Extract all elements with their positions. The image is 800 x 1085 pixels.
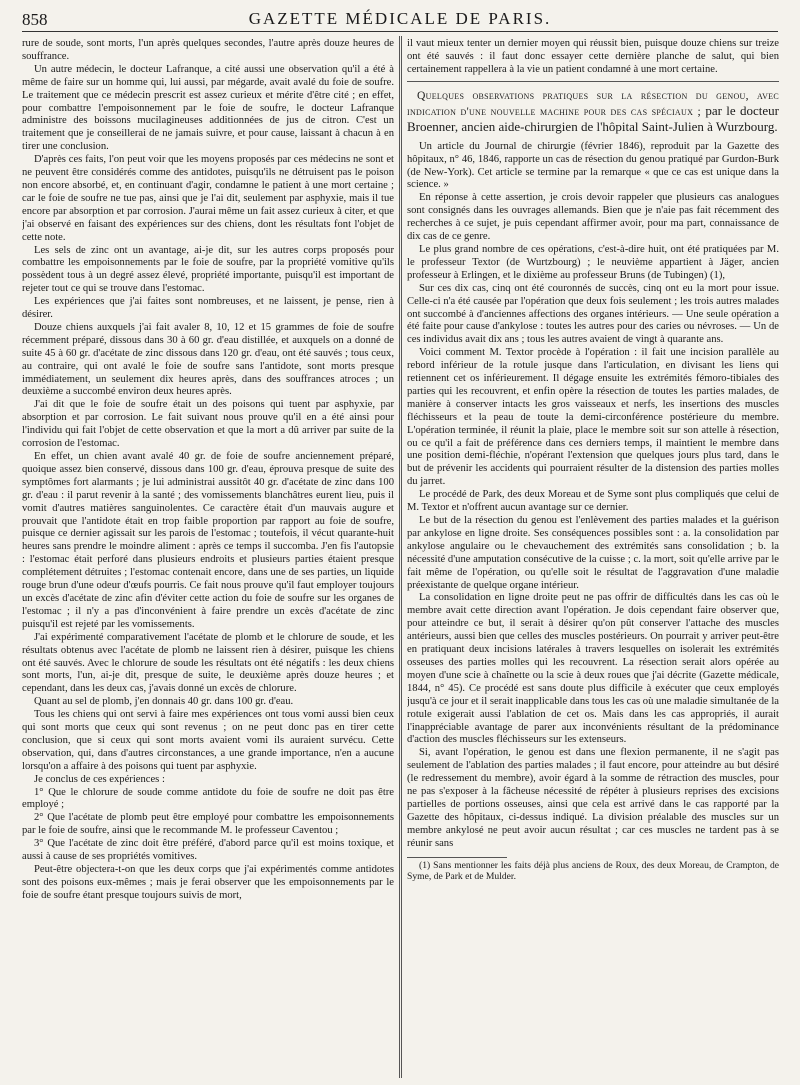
paragraph: Les expériences que j'ai faites sont nombreuses, et ne laissent, je pense, rien à désirer. [22,296,394,321]
paragraph: Quant au sel de plomb, j'en donnais 40 gr. dans 100 gr. d'eau. [34,696,294,708]
article-title-author: par le docteur Broenner, ancien aide-chirurgien de l'hôpital Saint-Julien à Wurzbourg. [407,102,779,134]
column-divider [399,36,402,1078]
paragraph: Je conclus de ces expériences : [34,773,165,785]
conclusion-item: 1° Que le chlorure de soude comme antidote du foie de soufre ne doit pas être employé ; [22,786,394,811]
paragraph: Tous les chiens qui ont servi à faire mes expériences ont tous vomi aussi bien ceux qui sont morts que ceux qui sont revenus ; on ne peut donc pas en tirer cette conclusion, que si ceux qui sont morts avaient vomi ils auraient survécu. Cette observation, qui, dans d'autres circonstances, a une grande importance, n'en a aucune lorsqu'on a affaire à des poisons qui tuent par asphyxie. [22,709,394,772]
header-rule [22,31,778,32]
right-column [407,38,779,1078]
paragraph: Sur ces dix cas, cinq ont été couronnés de succès, cinq ont eu la mort pour issue. Celle-ci n'a été causée par l'opération que deux fois seulement ; les trois autres malades ont succombé à d'anciennes affections des organes intérieurs. — Une seule opération a été faite pour cause d'ankylose : toutes les autres pour des caries ou névroses. — Un de ces individus avait dix ans ; tous les autres avaient de vingt à quarante ans. [407,282,779,346]
paragraph: J'ai expérimenté comparativement l'acétate de plomb et le chlorure de soude, et les résultats obtenus avec l'acétate de plomb ne laissent rien à désirer, puisque les chiens ont été sauvés. Avec le chlorure de soude les résultats ont été négatifs : les deux chiens sont morts, l'un, ai-je dit, presque de suite, le deuxième après douze heures ; et cependant, dans les deux cas, j'avais donné un excès de chlorure. [22,631,394,695]
continuation-paragraph: il vaut mieux tenter un dernier moyen qui réussit bien, puisque douze chiens sur treize ont été sauvés : il faut donc essayer cette dernière planche de salut, qui bien certainement rappellera à la vie un patient condamné à une mort certaine. [407,38,779,82]
paragraph: En effet, un chien avant avalé 40 gr. de foie de soufre anciennement préparé, quoique assez bien conservé, dissous dans 100 gr. d'eau, éprouva presque de suite des symptômes fort alarmants ; je lui administrai aussitôt 40 gr. d'acétate de zinc dans 100 gr. d'eau : il parut revenir à la santé ; des vomissements blanchâtres eurent lieu, puis il vomit d'autres matières sanguinolentes. Ce caractère était d'un mauvais augure et prouvait que l'antidote était en trop faible proportion par rapport au foie de soufre, puisque ce dernier agissait sur les parois de l'estomac ; toutefois, il vécut quarante-huit heures sans prendre le moindre aliment : après ce temps il succomba. J'en fis l'autopsie : l'estomac était perforé dans plusieurs endroits et plusieurs parties étaient presque complétement détruites ; l'estomac contenait encore, dans une de ses parties, un liquide rouge brun d'une odeur d'œufs pourris. Ce fait nous prouve qu'il faut employer toujours un excès d'acétate de zinc afin d'éviter cette action du foie de soufre sur les organes de l'estomac ; il n'y a pas d'inconvénient à faire prendre un excès d'acétate de zinc puisqu'il est rejeté par les vomissements. [22,451,394,630]
page-number: 858 [22,10,48,29]
paragraph: Le but de la résection du genou est l'enlèvement des parties malades et la guérison par ankylose en ligne droite. Ses conséquences possibles sont : a. la consolidation par ankylose angulaire ou le chevauchement des extrémités sans consolidation ; b. la nécessité d'une amputation consécutive de la cuisse ; c. la mort, soit qu'elle arrive par le fait même de l'opération, ou qu'elle soit le résultat de l'aggravation d'une maladie préexistante de quelque organe intérieur. [407,515,779,591]
conclusion-item: 2° Que l'acétate de plomb peut être employé pour combattre les empoisonnements par le foie de soufre, ainsi que le recommande M. le professeur Caventou ; [22,812,394,837]
left-column [22,38,394,1078]
paragraph: Le plus grand nombre de ces opérations, c'est-à-dire huit, ont été pratiquées par M. le professeur Textor (de Wurtzbourg) ; le neuvième appartient à Jäger, ancien professeur à Erlingen, et le dixième au professeur Bruns (de Tubingen) (1), [407,243,779,281]
paragraph: Un autre médecin, le docteur Lafranque, a cité aussi une observation qu'il a été à même de faire sur un homme qui, lui aussi, par mégarde, avait avalé du foie de soufre. Le traitement que ce médecin prescrit est assez curieux et mérite d'être cité ; en effet, pour combattre l'empoisonnement par le foie de soufre, le docteur Lafranque administre des boissons mucilagineuses additionnées de jus de citron. C'est un traitement que je conseillerai de ne jamais suivre, et pour cause, laissant à chacun à en tirer une conclusion. [22,63,394,153]
paragraph: Peut-être objectera-t-on que les deux corps que j'ai expérimentés comme antidotes sont des poisons eux-mêmes ; mais je ferai observer que les empoisonnements par le foie de soufre étant presque toujours suivis de mort, [22,864,394,901]
paragraph: J'ai dit que le foie de soufre était un des poisons qui tuent par asphyxie, par absorption et par corrosion. Le fait suivant nous prouve qu'il en a été ainsi pour l'individu qui fait l'objet de cette observation et que la mort a dû arriver par suite de la corrosion de l'estomac. [22,399,394,450]
journal-title: GAZETTE MÉDICALE DE PARIS. [248,9,552,28]
paragraph: Si, avant l'opération, le genou est dans une flexion permanente, il ne s'agit pas seulement de l'ablation des parties malades ; il faut encore, pour atteindre au but désiré (le redressement du membre), avoir égard à la somme de rétraction des muscles, pour ne pas s'exposer à la fâcheuse nécessité de répéter à plusieurs reprises des excisions partielles de portions osseuses, ainsi que cela est arrivé dans le cas rapporté par la Gazette des hôpitaux, ci-dessus indiqué. La division préalable des muscles sur un membre ankylosé ne peut avoir aucun résultat ; car ces muscles ne tardent pas à se réunir sans [407,747,779,849]
article-title-caps: Quelques observations pratiques sur la résection du genou, avec indication d'une nouvelle machine pour des cas spéciaux ; [407,88,779,118]
paragraph: Les sels de zinc ont un avantage, ai-je dit, sur les autres corps proposés pour combattre les empoisonnements par le foie de soufre, par la propriété vomitive qu'ils possèdent tous à un degré assez élevé, propriété importante, puisqu'il est important de rejeter tout ce qui se trouve dans l'estomac. [22,244,394,295]
paragraph: Voici comment M. Textor procède à l'opération : il fait une incision parallèle au rebord inférieur de la rotule jusque dans l'articulation, en divisant les liens qui retiennent cet os inférieurement. Il dégage ensuite les extrémités fémoro-tibiales des parties qui les recouvrent, et enfin opère la résection de toutes les parties malades, de manière à conserver intacts les gros vaisseaux et nerfs, les insertions des muscles fléchisseurs et la peau de toute la demi-circonférence postérieure du membre. L'opération terminée, il réunit la plaie, place le membre soit sur son attelle à résection, ou ce qu'il a fait de préférence dans ces derniers temps, il maintient le membre dans une position demi-fléchie, n'opérant l'extension que quelques jours plus tard, dans le but de prévenir les accidents qui pourraient résulter de la distension des parties molles du jarret. [407,347,779,488]
paragraph: Un article du Journal de chirurgie (février 1846), reproduit par la Gazette des hôpitaux, n° 46, 1846, rapporte un cas de résection du genou pratiqué par Gurdon-Burk (de New-York). Cet article se termine par la remarque « que ce cas est unique dans la science. » [407,140,779,191]
paragraph: Le procédé de Park, des deux Moreau et de Syme sont plus compliqués que celui de M. Textor et n'offrent aucun avantage sur ce dernier. [407,489,779,514]
conclusion-item: 3° Que l'acétate de zinc doit être préféré, d'abord parce qu'il est moins toxique, et aussi à cause de ses propriétés vomitives. [22,838,394,863]
paragraph: En réponse à cette assertion, je crois devoir rappeler que plusieurs cas analogues sont consignés dans les ouvrages allemands. Bien que je n'aie pas fait récemment des recherches à ce sujet, je puis cependant affirmer avoir, pour ma part, connaissance de dix cas de ce genre. [407,192,779,243]
paragraph: Douze chiens auxquels j'ai fait avaler 8, 10, 12 et 15 grammes de foie de soufre récemment préparé, dissous dans 30 à 60 gr. d'eau distillée, et auxquels on a donné de suite 45 à 60 gr. d'acétate de zinc dissous dans 120 gr. d'eau, ont été sauvés ; tous ceux, au contraire, qui ont avalé le foie de soufre sans l'antidote, sont morts presque immédiatement, un seulement dix heures après, dans des souffrances atroces ; un deuxième a succombé environ deux heures après. [22,321,394,398]
article-title [407,88,779,135]
footnote-rule [407,857,507,858]
paragraph: D'après ces faits, l'on peut voir que les moyens proposés par ces médecins ne sont et ne peuvent être considérés comme des antidotes, puisqu'ils ne détruisent pas le poison non encore absorbé, et, en continuant d'agir, condamne le patient à une mort certaine ; car le foie de soufre ne tue pas, ainsi que je l'ai dit, seulement par asphyxie, mais il tue encore par absorption et par corrosion. J'aurai même un fait assez curieux à citer, et que j'ai observé en faisant des expériences sur des chiens, dont les résultats font l'objet de cette note. [22,154,394,243]
footnote: (1) Sans mentionner les faits déjà plus anciens de Roux, des deux Moreau, de Crampton, de Syme, de Park et de Mulder. [407,859,779,883]
paragraph: rure de soude, sont morts, l'un après quelques secondes, l'autre après douze heures de souffrance. [22,38,394,62]
paragraph: La consolidation en ligne droite peut ne pas offrir de difficultés dans les cas où le membre avait cette direction avant l'opération. Je dois cependant faire observer que, pour atteindre ce but, il serait à désirer qu'on pût conserver l'attache des muscles antérieurs, aussi bien que celles des muscles postérieurs. On pourrait y arriver peut-être en pratiquant deux incisions latérales à travers lesquelles on isolerait les extrémités osseuses des parties molles qui les recouvrent. La résection serait alors opérée au moyen d'une scie à chaînette ou la scie à deux roues que j'ai décrite (Gazette médicale, 1844, n° 45). Ce procédé est sans doute plus difficile à exécuter que ceux employés jusqu'à ce jour et il serait inapplicable dans tous les cas où une maladie simultanée de la rotule exigerait aussi l'ablation de cet os. Mais dans les cas appropriés, il aurait l'inappréciable avantage de parer aux inconvénients résultant de la prédominance d'action des muscles fléchisseurs sur les extenseurs. [407,592,779,746]
